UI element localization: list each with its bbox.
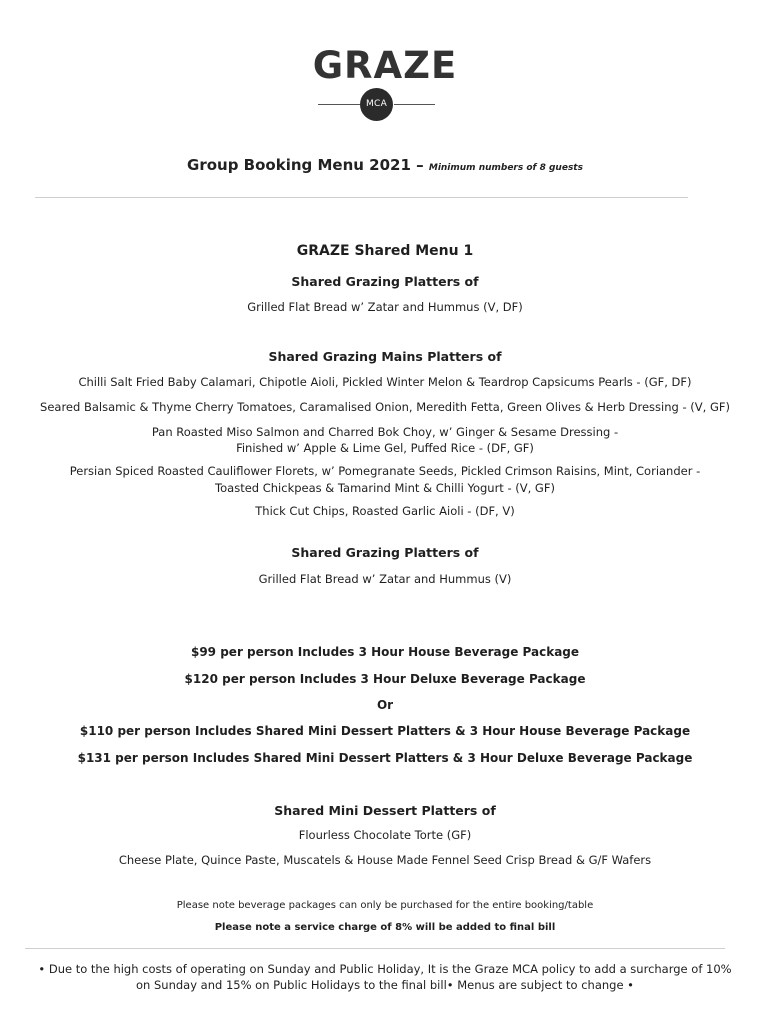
page-title: [0, 155, 770, 174]
beverage-note: Please note beverage packages can only be purchased for the entire booking/table: [176, 900, 594, 911]
menu-item: Seared Balsamic & Thyme Cherry Tomatoes, Caramalised Onion, Meredith Fetta, Green Olives & Herb Dressing - (V, GF): [40, 400, 730, 414]
menu-item: Persian Spiced Roasted Cauliflower Florets, w’ Pomegranate Seeds, Pickled Crimson Raisins, Mint, Coriander -: [69, 464, 701, 478]
surcharge-note-line2: on Sunday and 15% on Public Holidays to the final bill• Menus are subject to change •: [136, 978, 634, 992]
section-heading-sides: Shared Grazing Platters of: [291, 545, 479, 560]
menu-item-continued: Toasted Chickpeas & Tamarind Mint & Chilli Yogurt - (V, GF): [215, 481, 555, 495]
menu-item: Grilled Flat Bread w’ Zatar and Hummus (V, DF): [247, 300, 523, 314]
menu-item: Chilli Salt Fried Baby Calamari, Chipotle Aioli, Pickled Winter Melon & Teardrop Capsicums Pearls - (GF, DF): [78, 375, 692, 389]
menu-item: Cheese Plate, Quince Paste, Muscatels & House Made Fennel Seed Crisp Bread & G/F Wafers: [118, 853, 652, 867]
logo: [0, 44, 770, 88]
menu-item-continued: Finished w’ Apple & Lime Gel, Puffed Rice - (DF, GF): [236, 441, 534, 455]
menu-item: Pan Roasted Miso Salmon and Charred Bok Choy, w’ Ginger & Sesame Dressing -: [151, 425, 619, 439]
menu-title: GRAZE Shared Menu 1: [296, 243, 474, 259]
page-title-subtitle: Minimum numbers of 8 guests: [428, 163, 583, 173]
logo-badge: MCA: [360, 88, 393, 121]
price-option: $110 per person Includes Shared Mini Dessert Platters & 3 Hour House Beverage Package: [79, 724, 691, 738]
service-charge-note: Please note a service charge of 8% will be added to final bill: [214, 922, 556, 933]
logo-rule-left: [318, 104, 360, 105]
price-separator: Or: [376, 698, 394, 712]
divider-bottom: [25, 948, 725, 949]
menu-item: Flourless Chocolate Torte (GF): [298, 828, 472, 842]
divider-top: [35, 197, 688, 198]
logo-rule-right: [394, 104, 435, 105]
menu-item: Grilled Flat Bread w’ Zatar and Hummus (V): [258, 572, 512, 586]
section-heading-mains: Shared Grazing Mains Platters of: [268, 349, 502, 364]
logo-wordmark: GRAZE: [312, 44, 458, 87]
page-title-main: Group Booking Menu 2021 –: [187, 156, 429, 174]
price-option: $120 per person Includes 3 Hour Deluxe Beverage Package: [184, 672, 586, 686]
price-option: $99 per person Includes 3 Hour House Beverage Package: [190, 645, 580, 659]
price-option: $131 per person Includes Shared Mini Dessert Platters & 3 Hour Deluxe Beverage Package: [77, 751, 693, 765]
section-heading-starters: Shared Grazing Platters of: [291, 274, 479, 289]
section-heading-dessert: Shared Mini Dessert Platters of: [274, 803, 496, 818]
surcharge-note-line1: • Due to the high costs of operating on Sunday and Public Holiday, It is the Graze MCA policy to add a surcharge of 10%: [38, 962, 732, 976]
menu-item: Thick Cut Chips, Roasted Garlic Aioli - (DF, V): [255, 504, 515, 518]
